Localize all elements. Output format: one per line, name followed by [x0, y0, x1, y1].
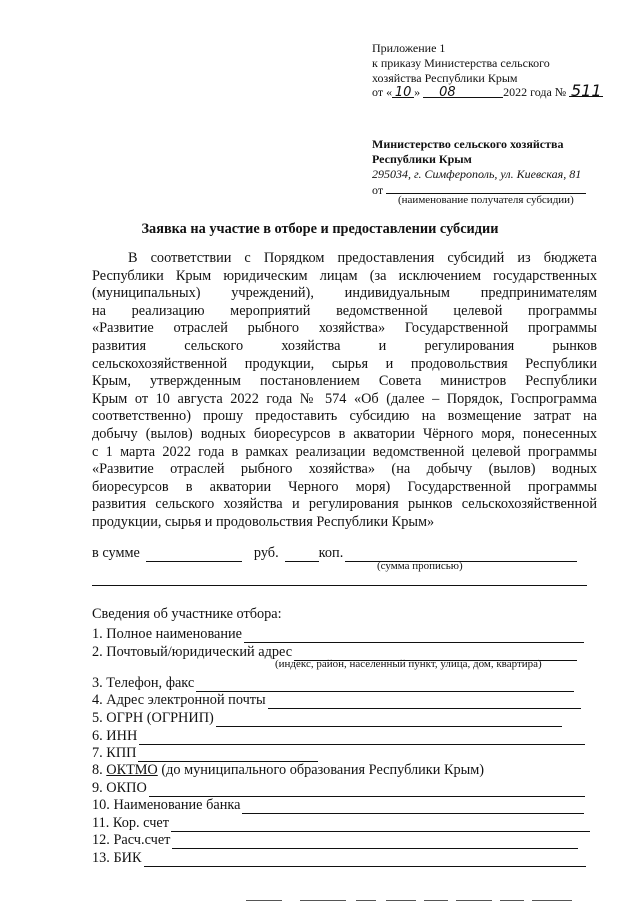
- order-reference: к приказу Министерства сельского: [372, 56, 550, 70]
- rub-label: руб.: [253, 545, 279, 561]
- applicant-name-field[interactable]: [386, 180, 586, 194]
- participant-field-input[interactable]: [268, 695, 581, 709]
- scan-mark: [456, 900, 492, 901]
- participant-field-row: [92, 831, 578, 849]
- participant-field-label: 5. ОГРН (ОГРНИП): [92, 710, 214, 726]
- scan-mark: [532, 900, 572, 901]
- recipient-region: Республики Крым: [372, 152, 472, 166]
- participant-field-label: 7. КПП: [92, 745, 137, 761]
- body-line: В соответствии с Порядком предоставления субсидий из бюджета: [128, 250, 597, 266]
- date-month: 08: [439, 85, 456, 100]
- order-number-field: [569, 81, 603, 100]
- scan-mark: [246, 900, 282, 901]
- sum-row: [92, 544, 577, 562]
- date-month-field: [423, 84, 503, 98]
- participant-field-label: 11. Кор. счет: [92, 815, 170, 831]
- body-line: продукции, сырья и продовольствия Республики Крым»: [92, 513, 435, 530]
- recipient-address: 295034, г. Симферополь, ул. Киевская, 81: [372, 167, 582, 181]
- body-line: на реализацию мероприятий ведомственной целевой программы: [92, 302, 597, 319]
- scan-mark: [500, 900, 524, 901]
- participant-field-row: [92, 779, 585, 797]
- participant-field-label: 4. Адрес электронной почты: [92, 692, 266, 708]
- participant-field-input[interactable]: [171, 818, 590, 832]
- body-line: Республики Крым юридическим лицам (за исключением государственных: [92, 267, 597, 284]
- participant-field-label: 2. Почтовый/юридический адрес: [92, 644, 293, 660]
- participant-field-label: 10. Наименование банка: [92, 797, 241, 813]
- participant-field-input[interactable]: [196, 678, 574, 692]
- applicant-caption: (наименование получателя субсидии): [398, 194, 574, 206]
- participant-field-label: 9. ОКПО: [92, 780, 147, 796]
- body-line: Крым, утвержденным постановлением Совета министров Республики: [92, 373, 597, 390]
- document-title: Заявка на участие в отборе и предоставлении субсидии: [141, 221, 499, 237]
- order-date-line: [372, 83, 603, 100]
- body-line: добычу (вылов) водных биоресурсов в акватории Чёрного моря, понесенных: [92, 425, 597, 442]
- body-line: развития сельского хозяйства и регулирования рынков: [92, 337, 597, 354]
- kop-label: коп.: [318, 545, 344, 561]
- participant-field-label: 8. ОКТМО (до муниципального образования Республики Крым): [92, 762, 485, 778]
- body-line: развития сельского хозяйства и регулирования рынков сельскохозяйственной: [92, 496, 597, 513]
- scan-mark: [300, 900, 346, 901]
- participant-field-input[interactable]: [139, 731, 585, 745]
- body-line: Крым от 10 августа 2022 года № 574 «Об (далее – Порядок, Госпрограмма: [92, 390, 597, 407]
- participant-field-label: 13. БИК: [92, 850, 142, 866]
- body-line: «Развитие отраслей рыбного хозяйства» Государственной программы: [92, 320, 597, 337]
- participant-field-input[interactable]: [172, 835, 578, 849]
- participant-field-input[interactable]: [144, 853, 586, 867]
- participant-field-row: [92, 727, 585, 745]
- sum-caption: (сумма прописью): [377, 560, 463, 572]
- sum-rub-field[interactable]: [146, 548, 242, 562]
- sum-kop-field[interactable]: [285, 548, 319, 562]
- date-separator: »: [414, 85, 421, 99]
- participant-field-input[interactable]: [138, 748, 318, 762]
- date-day-field: [392, 84, 414, 98]
- participant-field-row: [92, 744, 318, 762]
- address-caption: (индекс, район, населенный пункт, улица, дом, квартира): [275, 658, 542, 670]
- participant-field-label: 1. Полное наименование: [92, 626, 243, 642]
- application-body: [92, 250, 597, 532]
- sum-label: в сумме: [92, 545, 140, 561]
- date-prefix: от «: [372, 85, 393, 99]
- participant-field-row: [92, 691, 581, 709]
- body-line: соответственно) прошу предоставить субсидию на возмещение затрат на: [92, 408, 597, 425]
- participant-field-input[interactable]: [149, 783, 585, 797]
- body-line: (муниципальных) учреждений), индивидуальным предпринимателям: [92, 285, 597, 302]
- sum-words-continuation-field[interactable]: [92, 585, 587, 586]
- recipient-name: Министерство сельского хозяйства: [372, 137, 564, 151]
- participant-field-label: 3. Телефон, факс: [92, 675, 195, 691]
- body-line: «Развитие отраслей рыбного хозяйства» (на добычу (вылов) водных: [92, 461, 597, 478]
- participant-field-input[interactable]: [242, 800, 584, 814]
- participant-field-row: [92, 709, 562, 727]
- date-day: 10: [394, 85, 412, 100]
- participant-field-row: [92, 849, 586, 867]
- scan-mark: [424, 900, 448, 901]
- participant-field-row: [92, 814, 590, 832]
- body-line: с 1 марта 2022 года в рамках реализации ведомственной целевой программы: [92, 443, 597, 460]
- body-line: биоресурсов в акватории Черного моря) Государственной программы: [92, 478, 597, 495]
- appendix-label: Приложение 1: [372, 41, 446, 55]
- body-line: сельскохозяйственной продукции, сырья и продовольствия Республики: [92, 355, 597, 372]
- participant-heading: Сведения об участнике отбора:: [92, 606, 282, 622]
- participant-field-row: [92, 796, 584, 814]
- ministry-reference: хозяйства Республики Крым: [372, 71, 518, 85]
- participant-field-input[interactable]: [216, 713, 562, 727]
- participant-field-row: [92, 625, 584, 643]
- scan-mark: [386, 900, 416, 901]
- participant-field-label: 6. ИНН: [92, 728, 138, 744]
- order-number: 511: [570, 81, 602, 100]
- from-label: от: [372, 183, 384, 197]
- participant-field-label: 12. Расч.счет: [92, 832, 171, 848]
- participant-field-row: [92, 674, 574, 692]
- scan-mark: [356, 900, 376, 901]
- participant-field-row: [92, 761, 484, 779]
- date-year: 2022 года №: [503, 85, 567, 99]
- participant-field-input[interactable]: [244, 629, 584, 643]
